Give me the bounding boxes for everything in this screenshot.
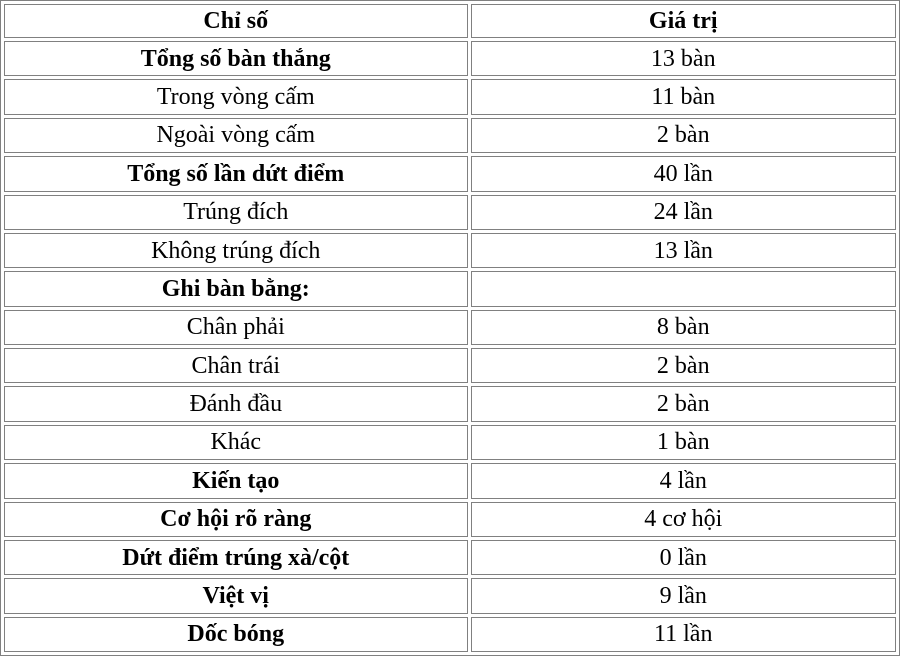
row-label: Trong vòng cấm — [4, 79, 468, 114]
row-label: Ngoài vòng cấm — [4, 118, 468, 153]
row-value: 2 bàn — [471, 386, 896, 421]
table-row — [4, 195, 896, 230]
table-row — [4, 118, 896, 153]
row-label: Dứt điểm trúng xà/cột — [4, 540, 468, 575]
table-row — [4, 41, 896, 76]
table-row — [4, 271, 896, 306]
row-value: 1 bàn — [471, 425, 896, 460]
row-value: 13 bàn — [471, 41, 896, 76]
row-value: 13 lần — [471, 233, 896, 268]
row-label: Việt vị — [4, 578, 468, 613]
row-value: 4 lần — [471, 463, 896, 498]
row-label: Kiến tạo — [4, 463, 468, 498]
row-label: Ghi bàn bằng: — [4, 271, 468, 306]
table-body — [4, 41, 896, 652]
row-label: Đánh đầu — [4, 386, 468, 421]
row-label: Cơ hội rõ ràng — [4, 502, 468, 537]
header-label: Chỉ số — [4, 4, 468, 38]
header-row — [4, 4, 896, 38]
row-value: 9 lần — [471, 578, 896, 613]
row-value: 2 bàn — [471, 348, 896, 383]
table-row — [4, 156, 896, 191]
header-value: Giá trị — [471, 4, 896, 38]
row-label: Khác — [4, 425, 468, 460]
row-value: 11 lần — [471, 617, 896, 652]
row-label: Chân phải — [4, 310, 468, 345]
row-value: 4 cơ hội — [471, 502, 896, 537]
table-row — [4, 79, 896, 114]
table-row — [4, 502, 896, 537]
row-label: Trúng đích — [4, 195, 468, 230]
row-value: 0 lần — [471, 540, 896, 575]
table-row — [4, 463, 896, 498]
row-label: Chân trái — [4, 348, 468, 383]
row-label: Dốc bóng — [4, 617, 468, 652]
row-value: 8 bàn — [471, 310, 896, 345]
row-label: Tổng số bàn thắng — [4, 41, 468, 76]
row-value: 40 lần — [471, 156, 896, 191]
row-value: 24 lần — [471, 195, 896, 230]
row-label: Không trúng đích — [4, 233, 468, 268]
row-value — [471, 271, 896, 306]
table-row — [4, 540, 896, 575]
table-row — [4, 310, 896, 345]
row-value: 2 bàn — [471, 118, 896, 153]
row-label: Tổng số lần dứt điểm — [4, 156, 468, 191]
table-row — [4, 425, 896, 460]
table-row — [4, 617, 896, 652]
table-row — [4, 386, 896, 421]
table-row — [4, 233, 896, 268]
table-row — [4, 578, 896, 613]
table-row — [4, 348, 896, 383]
row-value: 11 bàn — [471, 79, 896, 114]
